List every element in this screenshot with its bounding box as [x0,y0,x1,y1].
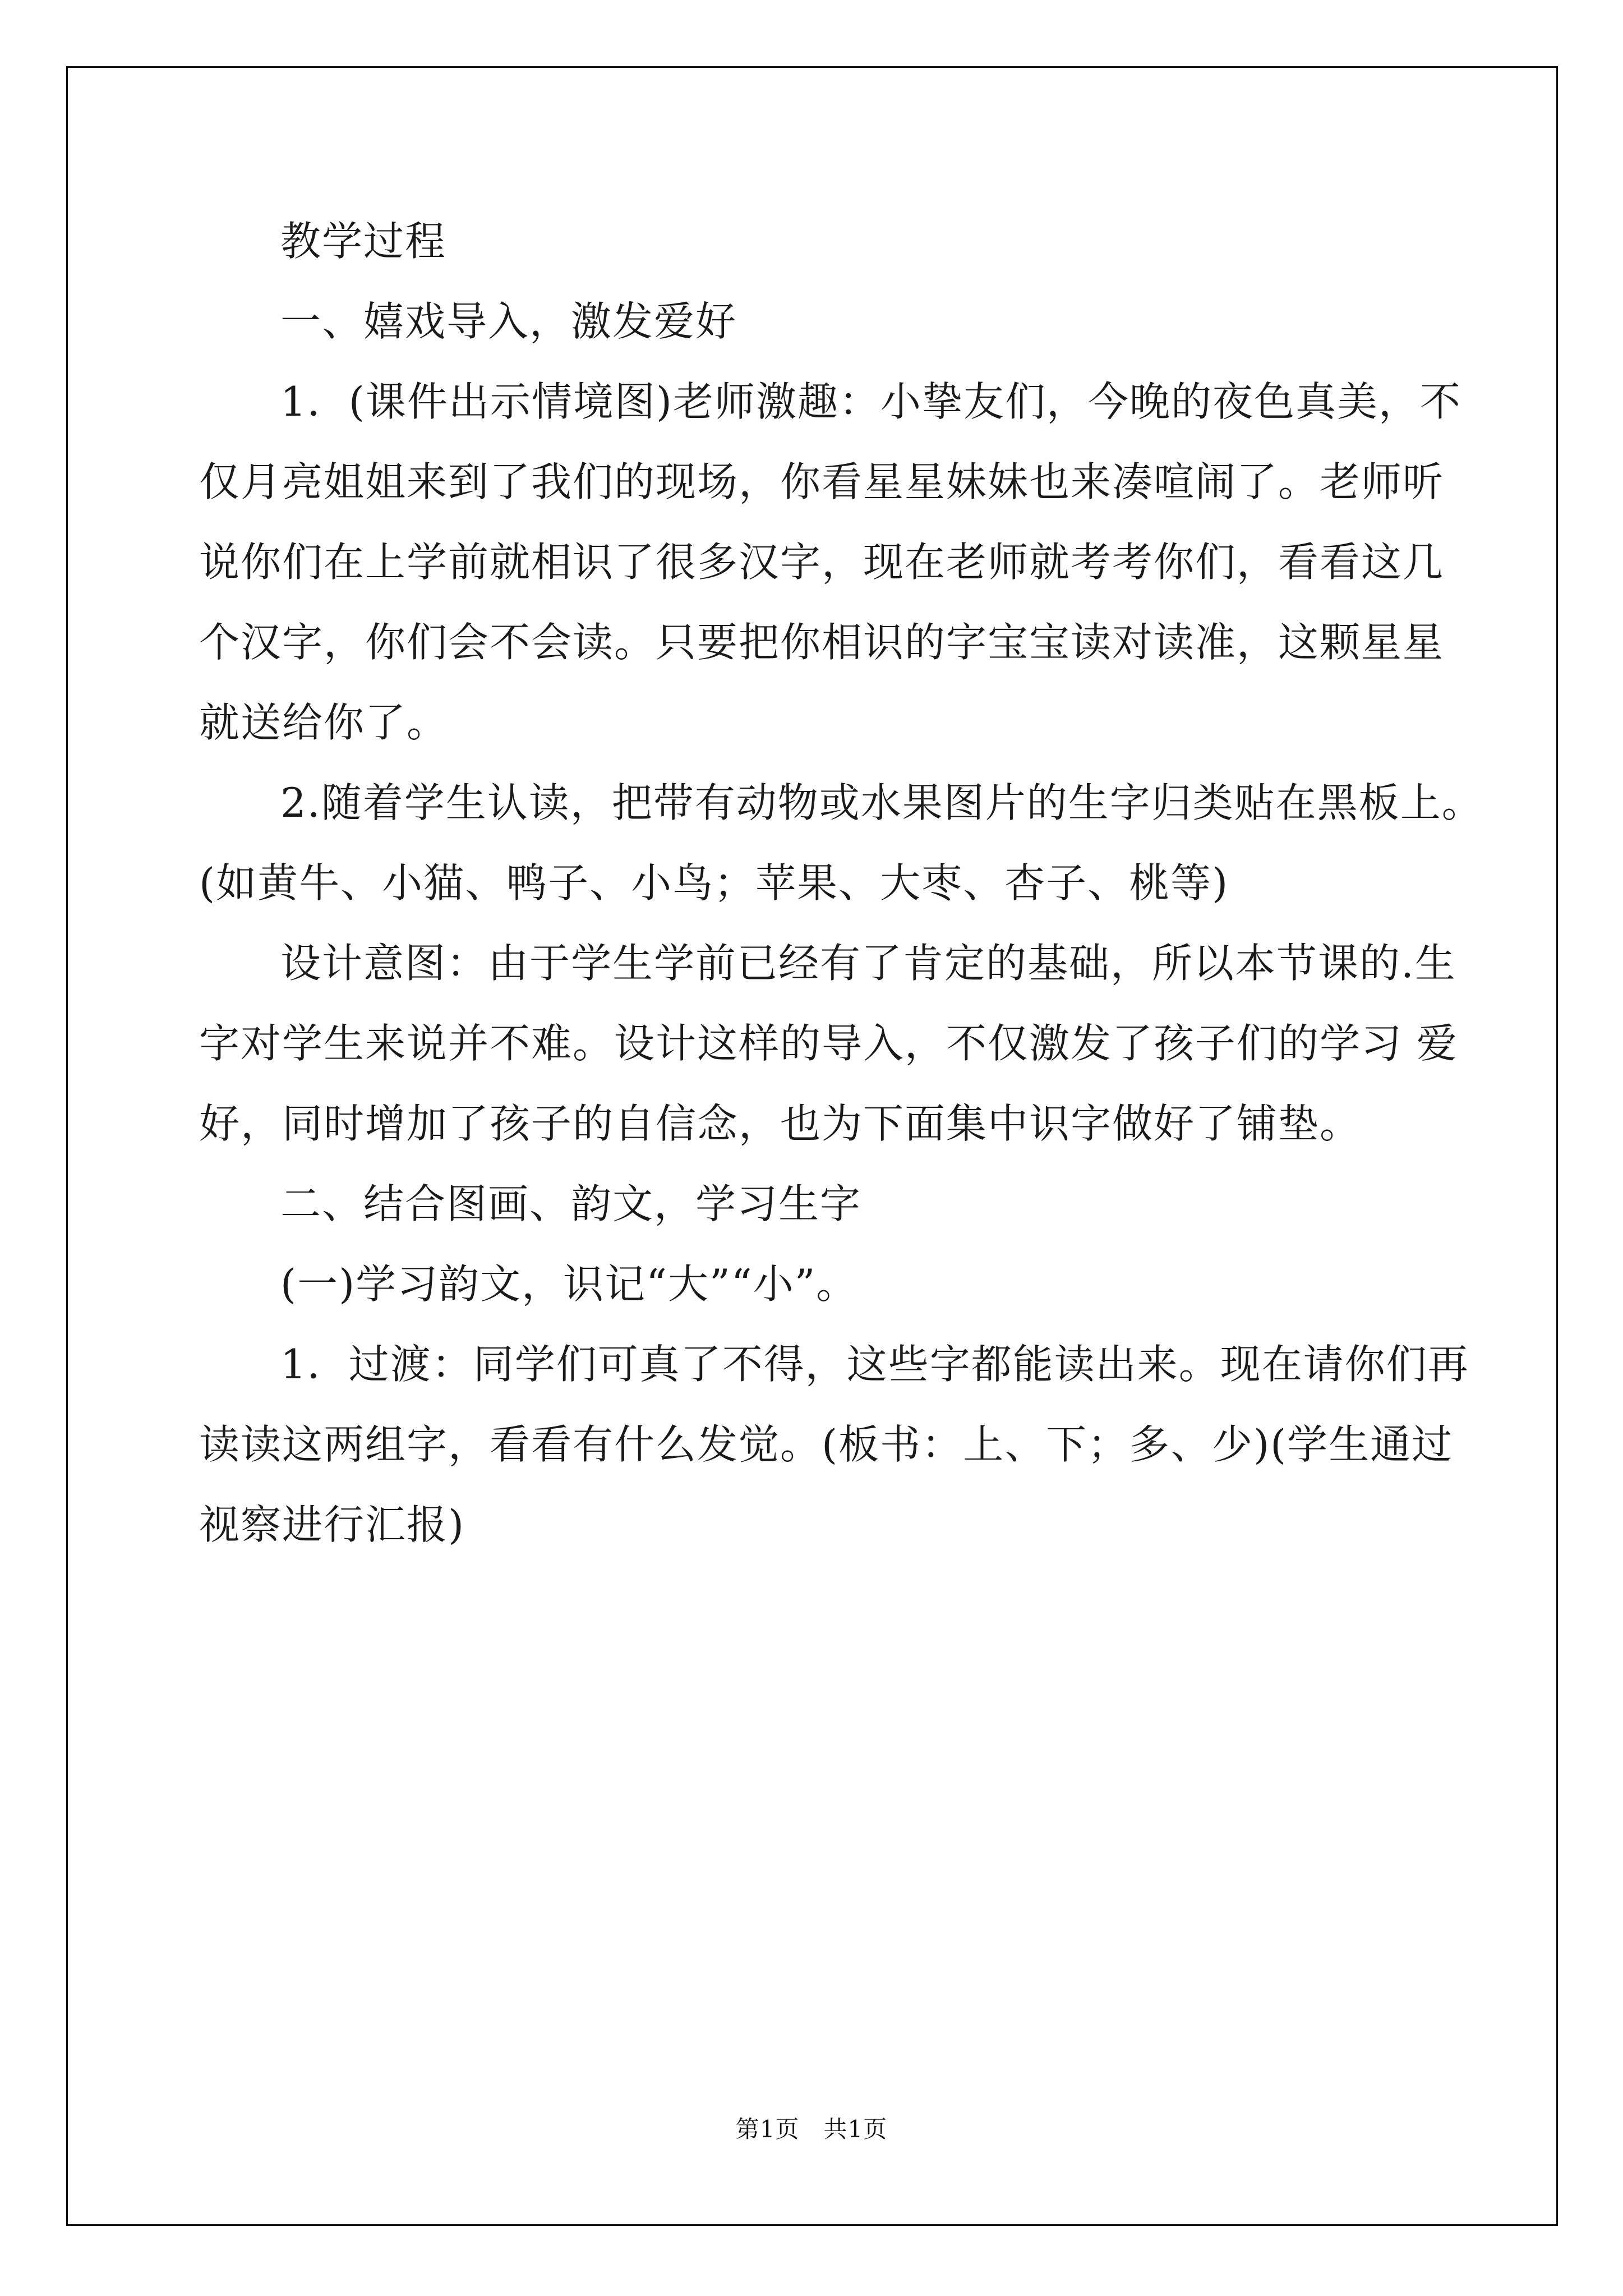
paragraph-line: 仅月亮姐姐来到了我们的现场，你看星星妹妹也来凑喧闹了。老师听 [199,458,1445,505]
section-heading-2: 二、结合图画、韵文，学习生字 [280,1180,862,1227]
paragraph-line: 说你们在上学前就相识了很多汉字，现在老师就考考你们，看看这几 [199,539,1445,586]
paragraph-line: 好，同时增加了孩子的自信念，也为下面集中识字做好了铺垫。 [199,1100,1362,1147]
subsection-heading: (一)学习韵文，识记“大”“小”。 [280,1260,858,1308]
heading-teaching-process: 教学过程 [280,218,447,265]
paragraph-line: 字对学生来说并不难。设计这样的导入，不仅激发了孩子们的学习 爱 [199,1020,1458,1067]
paragraph-line: 个汉字，你们会不会读。只要把你相识的字宝宝读对读准，这颗星星 [199,619,1445,666]
paragraph-line: 读读这两组字，看看有什么发觉。(板书：上、下；多、少)(学生通过 [199,1421,1454,1468]
paragraph-line: 就送给你了。 [199,699,449,746]
paragraph-line: 1．(课件出示情境图)老师激趣：小挚友们，今晚的夜色真美，不 [280,378,1461,425]
paragraph-line: 视察进行汇报) [199,1501,465,1548]
page-footer: 第1页 共1页 [735,2115,888,2143]
paragraph-line: (如黄牛、小猫、鸭子、小鸟；苹果、大枣、杏子、桃等) [199,859,1229,907]
paragraph-line: 2.随着学生认读，把带有动物或水果图片的生字归类贴在黑板上。 [280,779,1483,826]
paragraph-line: 1．过渡：同学们可真了不得，这些字都能读出来。现在请你们再 [280,1341,1469,1388]
section-heading-1: 一、嬉戏导入，激发爱好 [280,298,737,345]
paragraph-line: 设计意图：由于学生学前已经有了肯定的基础，所以本节课的.生 [280,940,1456,987]
